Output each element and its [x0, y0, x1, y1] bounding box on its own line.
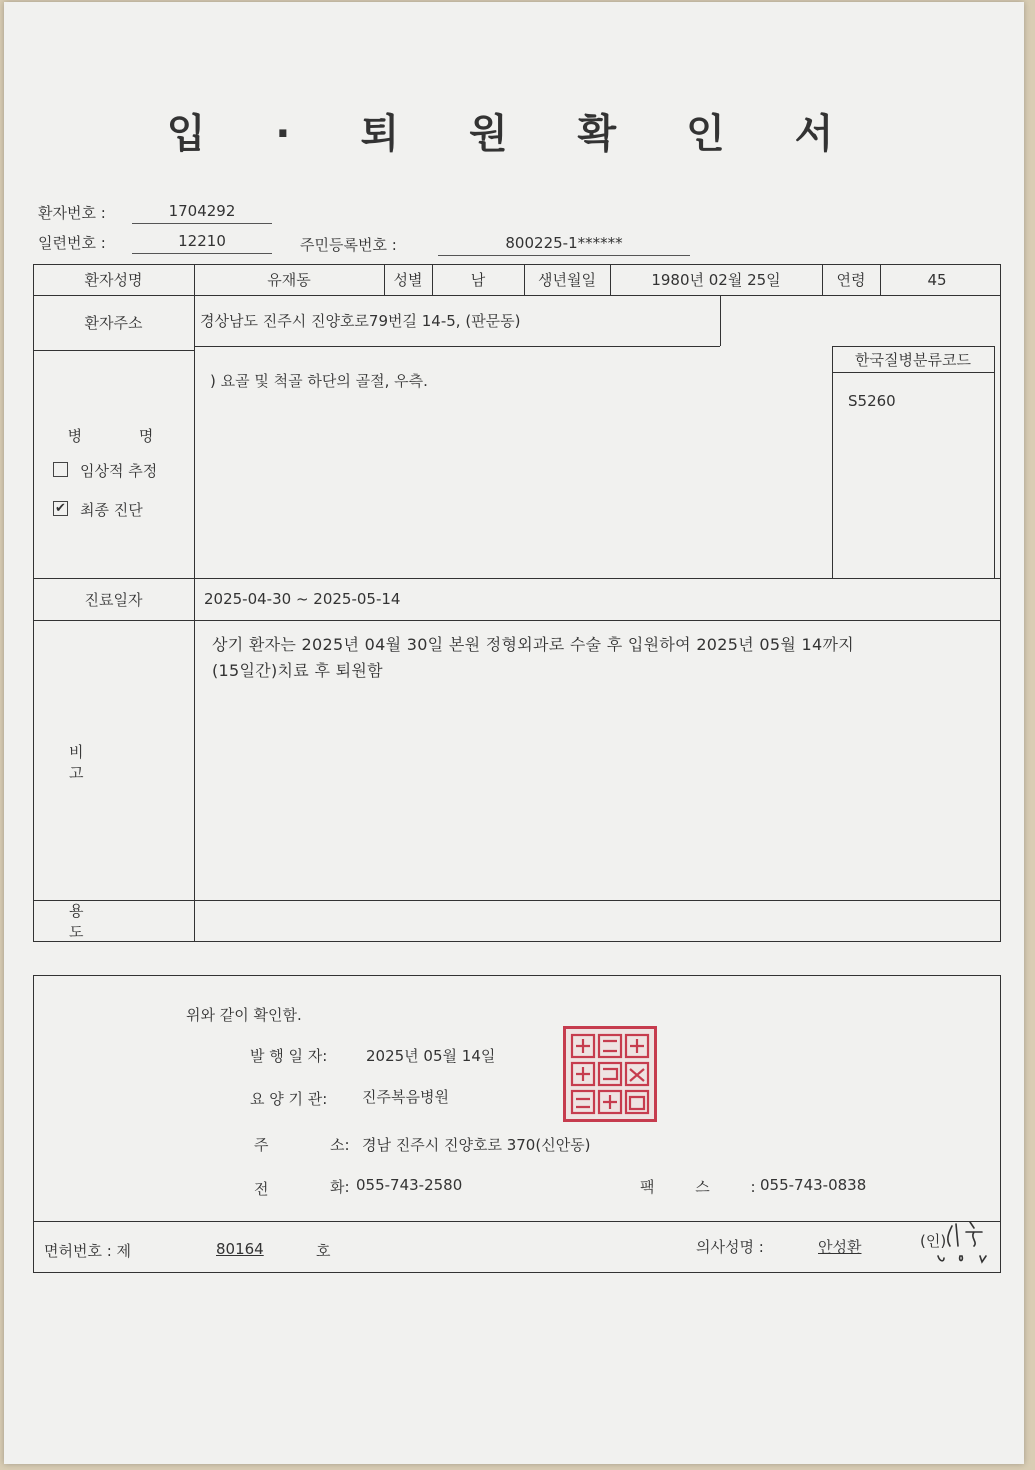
purpose-value [204, 900, 984, 942]
remark-line-1: 상기 환자는 2025년 04월 30일 본원 정형외과로 수술 후 입원하여 2025년 05월 14까지 [212, 635, 854, 654]
serial-no-label: 일련번호 : [38, 234, 106, 252]
address-value: 경상남도 진주시 진양호로79번길 14-5, (판문동) [200, 312, 521, 330]
dob-label: 생년월일 [538, 271, 596, 289]
doctor-name: 안성환 [818, 1238, 862, 1256]
document-title: 입 · 퇴 원 확 인 서 [166, 111, 862, 157]
name-label: 환자성명 [84, 271, 143, 289]
address-footer-label-2: 소: [330, 1136, 350, 1154]
clinical-estimate-label: 임상적 추정 [80, 462, 158, 480]
doctor-signature [922, 1216, 992, 1266]
issue-date-value: 2025년 05월 14일 [366, 1047, 496, 1065]
period-label: 진료일자 [84, 590, 143, 609]
doctor-label: 의사성명 : [696, 1238, 764, 1256]
dob-value: 1980년 02월 25일 [651, 271, 781, 289]
sex-value: 남 [470, 271, 486, 289]
institution-label: 요 양 기 관: [250, 1090, 328, 1108]
kcd-label: 한국질병분류코드 [855, 350, 971, 369]
fax-value: 055-743-0838 [760, 1176, 867, 1194]
disease-value: ) 요골 및 척골 하단의 골절, 우측. [210, 372, 428, 390]
license-label: 면허번호 : 제 [44, 1242, 132, 1260]
license-no: 80164 [216, 1240, 264, 1258]
phone-label-2: 화: [330, 1178, 350, 1196]
sex-label: 성별 [393, 271, 423, 289]
period-value: 2025-04-30 ~ 2025-05-14 [204, 590, 401, 608]
fax-label: 팩 스 : [640, 1178, 774, 1196]
patient-no-value: 1704292 [132, 202, 272, 224]
issue-date-label: 발 행 일 자: [250, 1047, 328, 1065]
institution-value: 진주복음병원 [362, 1088, 449, 1106]
document-page [4, 2, 1024, 1464]
final-diagnosis-checkbox[interactable]: ✔ [53, 501, 68, 516]
hospital-seal-graphic [566, 1029, 654, 1119]
patient-no-label: 환자번호 : [38, 204, 106, 222]
confirm-text: 위와 같이 확인함. [186, 1006, 302, 1024]
resident-no-label: 주민등록번호 : [300, 236, 397, 254]
resident-no-value: 800225-1****** [438, 234, 690, 256]
final-diagnosis-label: 최종 진단 [80, 501, 143, 519]
remark-label: 비 고 [69, 743, 124, 782]
signature-graphic [922, 1216, 992, 1266]
seal-mark: (인) [920, 1232, 947, 1250]
name-value: 유재동 [267, 271, 311, 289]
disease-label: 병 명 [67, 426, 180, 445]
hospital-seal [563, 1026, 657, 1122]
address-footer-value: 경남 진주시 진양호로 370(신안동) [362, 1136, 591, 1154]
purpose-label: 용 도 [69, 902, 124, 941]
address-label: 환자주소 [84, 314, 143, 332]
license-suffix: 호 [316, 1242, 331, 1260]
address-footer-label-1: 주 [254, 1136, 269, 1154]
age-value: 45 [927, 270, 947, 289]
remark-line-2: (15일간)치료 후 퇴원함 [212, 661, 383, 680]
clinical-estimate-checkbox[interactable] [53, 462, 68, 477]
serial-no-value: 12210 [132, 232, 272, 254]
kcd-value: S5260 [848, 392, 896, 410]
phone-label-1: 전 [254, 1180, 269, 1198]
age-label: 연령 [836, 271, 866, 289]
phone-value: 055-743-2580 [356, 1176, 463, 1194]
confirmation-box [33, 975, 1001, 1273]
